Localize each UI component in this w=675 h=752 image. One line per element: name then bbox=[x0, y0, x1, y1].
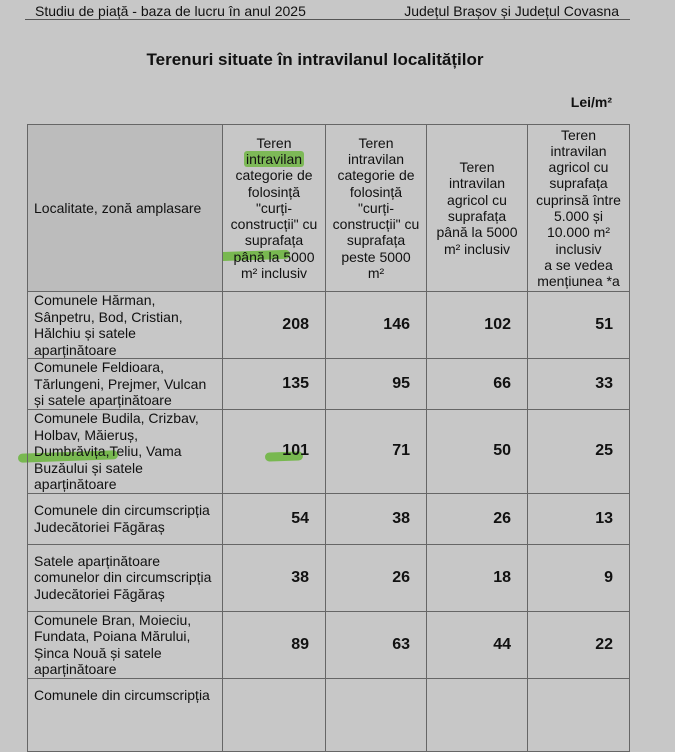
header-study-title: Studiu de piață - baza de lucru în anul 2025 bbox=[35, 3, 306, 19]
value-cell: 50 bbox=[427, 410, 528, 494]
value-cell: 95 bbox=[326, 359, 427, 410]
value-cell: 33 bbox=[528, 359, 630, 410]
value-cell: 208 bbox=[223, 292, 326, 359]
table-row bbox=[28, 611, 630, 678]
table-row bbox=[28, 493, 630, 544]
location-cell: Comunele Hărman, Sânpetru, Bod, Cristian, Hălchiu și satele aparținătoare bbox=[28, 292, 223, 359]
location-cell: Comunele Bran, Moieciu, Fundata, Poiana Mărului, Șinca Nouă și satele aparținătoare bbox=[28, 611, 223, 678]
value-cell: 101 bbox=[223, 410, 326, 494]
value-cell: 9 bbox=[528, 544, 630, 611]
value-cell: 26 bbox=[326, 544, 427, 611]
value-cell: 51 bbox=[528, 292, 630, 359]
table-row bbox=[28, 544, 630, 611]
table-row bbox=[28, 359, 630, 410]
location-cell: Comunele Budila, Crizbav, Holbav, Măieruș, Dumbrăvița,Teliu, Vama Buzăului și satele aparținătoare bbox=[28, 410, 223, 494]
value-cell bbox=[223, 678, 326, 751]
column-header-cc-over-5000: Teren intravilan categorie de folosință "curți- construcții" cu suprafața peste 5000 m² bbox=[326, 125, 427, 292]
value-cell: 102 bbox=[427, 292, 528, 359]
value-cell bbox=[326, 678, 427, 751]
prices-table bbox=[27, 124, 630, 752]
location-cell: Comunele din circumscripția bbox=[28, 678, 223, 751]
column-header-location: Localitate, zonă amplasare bbox=[28, 125, 223, 292]
table-header-row bbox=[28, 125, 630, 292]
location-cell: Comunele din circumscripția Judecătoriei Făgăraș bbox=[28, 493, 223, 544]
value-cell: 25 bbox=[528, 410, 630, 494]
page-title: Terenuri situate în intravilanul localităților bbox=[146, 50, 484, 69]
value-cell: 13 bbox=[528, 493, 630, 544]
value-cell: 38 bbox=[223, 544, 326, 611]
value-cell bbox=[528, 678, 630, 751]
table-row bbox=[28, 410, 630, 494]
value-cell: 66 bbox=[427, 359, 528, 410]
value-cell: 63 bbox=[326, 611, 427, 678]
value-cell: 26 bbox=[427, 493, 528, 544]
table-row bbox=[28, 678, 630, 751]
value-cell: 71 bbox=[326, 410, 427, 494]
column-header-agricultural-5000-10000: Teren intravilan agricol cu suprafața cuprinsă între 5.000 și 10.000 m² inclusiv a se vedea mențiunea *a bbox=[528, 125, 630, 292]
value-cell: 22 bbox=[528, 611, 630, 678]
value-cell: 135 bbox=[223, 359, 326, 410]
value-cell: 38 bbox=[326, 493, 427, 544]
value-cell: 89 bbox=[223, 611, 326, 678]
column-header-agricultural-under-5000: Teren intravilan agricol cu suprafața până la 5000 m² inclusiv bbox=[427, 125, 528, 292]
header-counties: Județul Brașov și Județul Covasna bbox=[404, 3, 619, 19]
table-row bbox=[28, 292, 630, 359]
value-cell bbox=[427, 678, 528, 751]
value-cell: 44 bbox=[427, 611, 528, 678]
column-header-cc-under-5000: Teren intravilan categorie de folosință "curți- construcții" cu suprafața până la 5000 m² inclusiv bbox=[223, 125, 326, 292]
unit-label: Lei/m² bbox=[570, 94, 612, 110]
value-cell: 54 bbox=[223, 493, 326, 544]
location-cell: Satele aparținătoare comunelor din circumscripția Judecătoriei Făgăraș bbox=[28, 544, 223, 611]
value-cell: 18 bbox=[427, 544, 528, 611]
location-cell: Comunele Feldioara, Tărlungeni, Prejmer, Vulcan și satele aparținătoare bbox=[28, 359, 223, 410]
running-header bbox=[25, 0, 630, 20]
value-cell: 146 bbox=[326, 292, 427, 359]
